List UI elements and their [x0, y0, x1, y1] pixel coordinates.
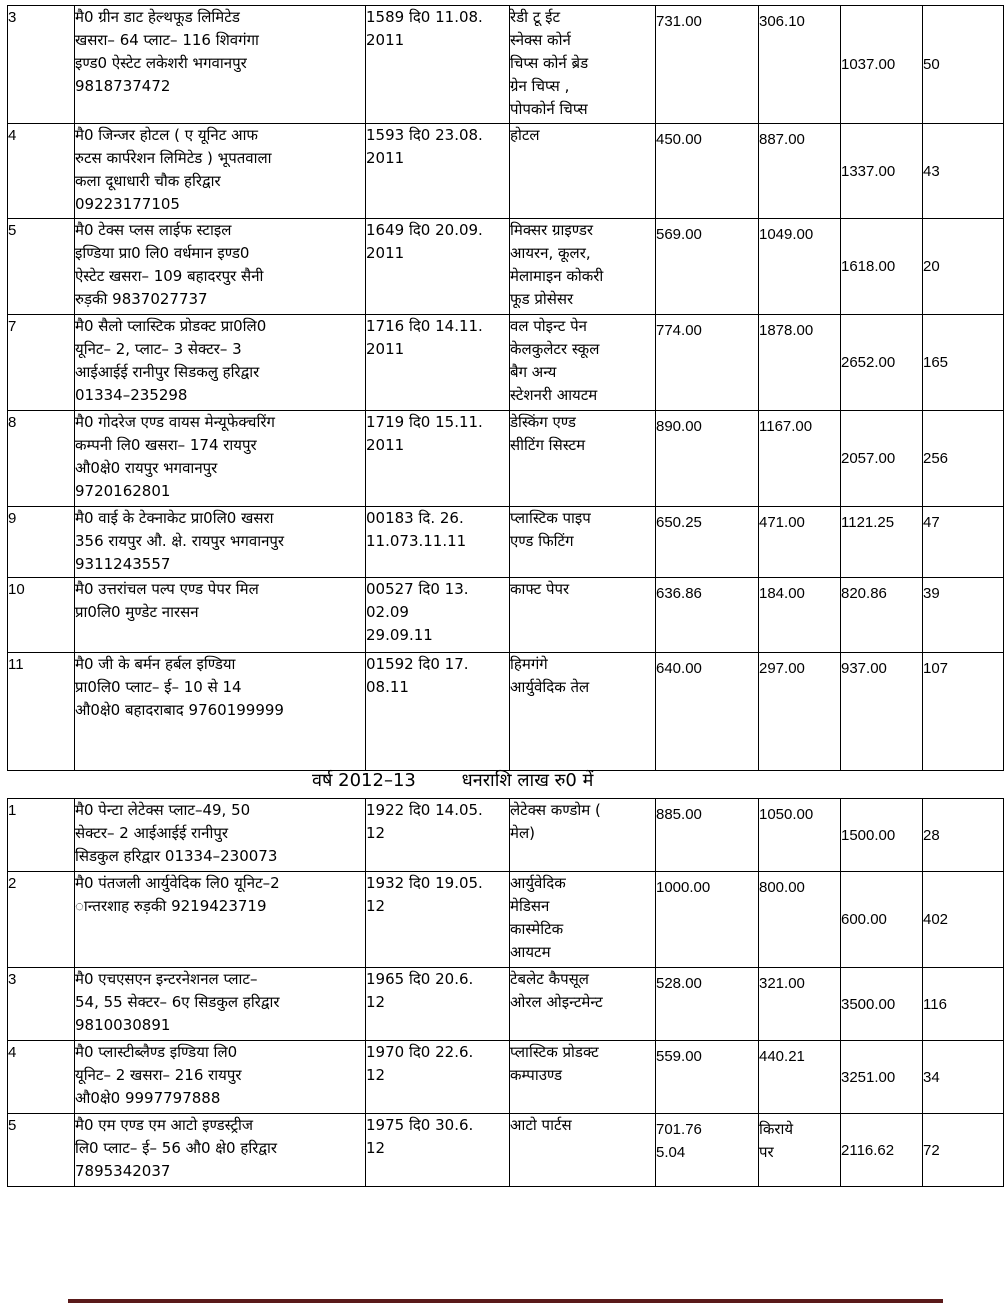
registration-line: 1593 दि0 23.08.	[366, 126, 483, 144]
table-row	[8, 219, 1004, 315]
registration-line: 1965 दि0 20.6.	[366, 970, 474, 988]
year-label: वर्ष 2012–13	[312, 770, 416, 791]
machinery-value: 471.00	[759, 514, 805, 531]
table-row	[8, 872, 1004, 968]
employment-cell: 107	[923, 653, 1004, 771]
total-cell: 3251.00	[841, 1041, 923, 1114]
machinery-value: 1878.00	[759, 322, 814, 339]
registration-cell	[366, 507, 510, 578]
company-cell	[75, 411, 366, 507]
company-line: मै0 उत्तरांचल पल्प एण्ड पेपर मिल	[75, 580, 259, 598]
machinery-value: 297.00	[759, 660, 805, 677]
serial-number-cell: 1	[8, 799, 75, 872]
registration-line: 1589 दि0 11.08.	[366, 8, 483, 26]
table-row	[8, 411, 1004, 507]
company-line: मै0 जिन्जर होटल ( ए यूनिट आफ	[75, 126, 258, 144]
company-line: यूनिट– 2 खसरा– 216 रायपुर	[75, 1066, 242, 1084]
registration-line: 00183 दि. 26.	[366, 509, 464, 527]
table-row	[8, 1114, 1004, 1187]
company-cell	[75, 799, 366, 872]
company-line: लि0 प्लाट– ई– 56 औ0 क्षे0 हरिद्वार	[75, 1139, 277, 1157]
registration-cell	[366, 124, 510, 219]
total-cell: 820.86	[841, 578, 923, 653]
machinery-value: 306.10	[759, 13, 805, 30]
company-line: सिडकुल हरिद्वार 01334–230073	[75, 847, 278, 865]
product-line: फूड प्रोसेसर	[510, 290, 574, 308]
company-line: औ0क्षे0 रायपुर भगवानपुर	[75, 459, 218, 477]
product-line: मेल)	[510, 824, 535, 842]
industries-table-2011-12	[7, 5, 1004, 771]
product-line: वल पोइन्ट पेन	[510, 317, 587, 335]
employment-cell: 47	[923, 507, 1004, 578]
machinery-value: 184.00	[759, 585, 805, 602]
machinery-cell	[759, 872, 841, 968]
investment-cell	[656, 653, 759, 771]
company-cell	[75, 968, 366, 1041]
investment-value: 890.00	[656, 418, 702, 435]
investment-value: 636.86	[656, 585, 702, 602]
registration-cell	[366, 799, 510, 872]
registration-line: 02.09	[366, 603, 409, 621]
investment-value: 528.00	[656, 975, 702, 992]
serial-number-cell: 3	[8, 968, 75, 1041]
registration-line: 2011	[366, 31, 405, 49]
product-line: बैग अन्य	[510, 363, 557, 381]
investment-cell	[656, 315, 759, 411]
product-cell	[510, 872, 656, 968]
registration-cell	[366, 315, 510, 411]
total-cell: 1500.00	[841, 799, 923, 872]
registration-line: 2011	[366, 436, 405, 454]
machinery-cell	[759, 968, 841, 1041]
company-line: खसरा– 64 प्लाट– 116 शिवगंगा	[75, 31, 259, 49]
company-cell	[75, 872, 366, 968]
investment-value: 640.00	[656, 660, 702, 677]
registration-cell	[366, 411, 510, 507]
registration-line: 29.09.11	[366, 626, 433, 644]
registration-line: 12	[366, 897, 386, 915]
serial-number-cell: 5	[8, 219, 75, 315]
product-cell	[510, 578, 656, 653]
product-line: ग्रेन चिप्स ,	[510, 77, 570, 95]
company-line: औ0क्षे0 9997797888	[75, 1089, 221, 1107]
employment-cell: 165	[923, 315, 1004, 411]
product-line: केलकुलेटर स्कूल	[510, 340, 600, 358]
investment-cell	[656, 578, 759, 653]
company-line: 9311243557	[75, 555, 171, 573]
registration-cell	[366, 1041, 510, 1114]
product-line: प्लास्टिक प्रोडक्ट	[510, 1043, 599, 1061]
product-line: चिप्स कोर्न ब्रेड	[510, 54, 589, 72]
investment-cell	[656, 219, 759, 315]
registration-cell	[366, 872, 510, 968]
serial-number-cell: 9	[8, 507, 75, 578]
table-row	[8, 578, 1004, 653]
company-line: मै0 गोदरेज एण्ड वायस मेन्यूफेक्चरिंग	[75, 413, 275, 431]
product-line: स्नेक्स कोर्न	[510, 31, 571, 49]
company-line: 01334–235298	[75, 386, 188, 404]
total-cell: 600.00	[841, 872, 923, 968]
machinery-cell	[759, 1041, 841, 1114]
investment-cell	[656, 799, 759, 872]
company-line: आईआईई रानीपुर सिडकलु हरिद्वार	[75, 363, 260, 381]
product-cell	[510, 968, 656, 1041]
product-line: पोपकोर्न चिप्स	[510, 100, 588, 118]
company-line: रुटस कार्परेशन लिमिटेड ) भूपतवाला	[75, 149, 272, 167]
investment-value: 885.00	[656, 806, 702, 823]
investment-value: 774.00	[656, 322, 702, 339]
product-line: आर्युवेदिक तेल	[510, 678, 590, 696]
investment-cell	[656, 507, 759, 578]
company-line: 9720162801	[75, 482, 171, 500]
serial-number-cell: 4	[8, 1041, 75, 1114]
registration-line: 12	[366, 993, 386, 1011]
table-row	[8, 6, 1004, 124]
investment-cell	[656, 124, 759, 219]
registration-cell	[366, 653, 510, 771]
product-line: आटो पार्टस	[510, 1116, 572, 1134]
serial-number-cell: 10	[8, 578, 75, 653]
company-line: सेक्टर– 2 आईआईई रानीपुर	[75, 824, 228, 842]
employment-cell: 43	[923, 124, 1004, 219]
product-line: डेस्किंग एण्ड	[510, 413, 576, 431]
employment-cell: 116	[923, 968, 1004, 1041]
registration-line: 01592 दि0 17.	[366, 655, 469, 673]
investment-value: 5.04	[656, 1144, 686, 1161]
product-line: मेलामाइन कोकरी	[510, 267, 604, 285]
registration-line: 11.073.11.11	[366, 532, 467, 550]
table-row	[8, 124, 1004, 219]
table-row	[8, 507, 1004, 578]
company-line: प्रा0लि0 प्लाट– ई– 10 से 14	[75, 678, 242, 696]
investment-cell	[656, 411, 759, 507]
investment-value: 450.00	[656, 131, 702, 148]
company-line: औ0क्षे0 बहादराबाद 9760199999	[75, 701, 284, 719]
product-line: हिमगंगे	[510, 655, 548, 673]
employment-cell: 28	[923, 799, 1004, 872]
investment-value: 731.00	[656, 13, 702, 30]
table-row	[8, 653, 1004, 771]
company-cell	[75, 6, 366, 124]
product-cell	[510, 507, 656, 578]
table-row	[8, 1041, 1004, 1114]
investment-cell	[656, 872, 759, 968]
investment-value: 569.00	[656, 226, 702, 243]
machinery-cell	[759, 507, 841, 578]
product-cell	[510, 219, 656, 315]
company-line: कला दूधाधारी चौक हरिद्वार	[75, 172, 221, 190]
registration-line: 2011	[366, 244, 405, 262]
company-line: मै0 एम एण्ड एम आटो इण्डस्ट्रीज	[75, 1116, 254, 1134]
registration-line: 1970 दि0 22.6.	[366, 1043, 474, 1061]
machinery-cell	[759, 6, 841, 124]
product-line: रेडी टू ईट	[510, 8, 561, 26]
investment-cell	[656, 1041, 759, 1114]
total-cell: 1618.00	[841, 219, 923, 315]
company-cell	[75, 315, 366, 411]
total-cell: 937.00	[841, 653, 923, 771]
company-line: मै0 पेन्टा लेटेक्स प्लाट–49, 50	[75, 801, 251, 819]
table-row	[8, 968, 1004, 1041]
registration-line: 1922 दि0 14.05.	[366, 801, 483, 819]
company-line: 7895342037	[75, 1162, 171, 1180]
product-line: कास्मेटिक	[510, 920, 564, 938]
product-line: स्टेशनरी आयटम	[510, 386, 598, 404]
machinery-value: 321.00	[759, 975, 805, 992]
product-line: कम्पाउण्ड	[510, 1066, 563, 1084]
registration-line: 12	[366, 824, 386, 842]
company-line: मै0 जी के बर्मन हर्बल इण्डिया	[75, 655, 236, 673]
employment-cell: 34	[923, 1041, 1004, 1114]
product-cell	[510, 653, 656, 771]
machinery-cell	[759, 315, 841, 411]
product-line: मिक्सर ग्राइण्डर	[510, 221, 593, 239]
product-line: टेबलेट कैपसूल	[510, 970, 589, 988]
machinery-cell	[759, 124, 841, 219]
machinery-cell	[759, 653, 841, 771]
employment-cell: 20	[923, 219, 1004, 315]
company-line: 09223177105	[75, 195, 180, 213]
serial-number-cell: 11	[8, 653, 75, 771]
machinery-cell	[759, 799, 841, 872]
industries-table-2012-13	[7, 798, 1004, 1187]
company-line: कम्पनी लि0 खसरा– 174 रायपुर	[75, 436, 257, 454]
table-row	[8, 799, 1004, 872]
product-line: एण्ड फिटिंग	[510, 532, 574, 550]
product-line: सीटिंग सिस्टम	[510, 436, 586, 454]
total-cell: 1037.00	[841, 6, 923, 124]
registration-line: 00527 दि0 13.	[366, 580, 469, 598]
company-line: मै0 प्लास्टीब्लैण्ड इण्डिया लि0	[75, 1043, 238, 1061]
company-line: 54, 55 सेक्टर– 6ए सिडकुल हरिद्वार	[75, 993, 280, 1011]
total-cell: 2057.00	[841, 411, 923, 507]
investment-value: 650.25	[656, 514, 702, 531]
registration-line: 1975 दि0 30.6.	[366, 1116, 474, 1134]
registration-cell	[366, 968, 510, 1041]
company-line: मै0 पंतजली आर्युवेदिक लि0 यूनिट–2	[75, 874, 280, 892]
machinery-value: 1050.00	[759, 806, 814, 823]
total-cell: 1121.25	[841, 507, 923, 578]
company-cell	[75, 219, 366, 315]
total-cell: 1337.00	[841, 124, 923, 219]
registration-cell	[366, 578, 510, 653]
product-line: प्लास्टिक पाइप	[510, 509, 591, 527]
company-cell	[75, 124, 366, 219]
footer-rule	[68, 1299, 943, 1303]
investment-cell	[656, 6, 759, 124]
registration-line: 1719 दि0 15.11.	[366, 413, 483, 431]
product-line: ओरल ओइन्टमेन्ट	[510, 993, 603, 1011]
company-line: इण्डिया प्रा0 लि0 वर्धमान इण्ड0	[75, 244, 250, 262]
product-cell	[510, 124, 656, 219]
registration-line: 12	[366, 1066, 386, 1084]
company-line: यूनिट– 2, प्लाट– 3 सेक्टर– 3	[75, 340, 242, 358]
registration-line: 2011	[366, 149, 405, 167]
machinery-cell	[759, 1114, 841, 1187]
registration-line: 1932 दि0 19.05.	[366, 874, 483, 892]
total-cell: 2652.00	[841, 315, 923, 411]
registration-line: 1716 दि0 14.11.	[366, 317, 483, 335]
company-line: प्रा0लि0 मुण्डेट नारसन	[75, 603, 199, 621]
machinery-value: 887.00	[759, 131, 805, 148]
total-cell: 3500.00	[841, 968, 923, 1041]
product-cell	[510, 411, 656, 507]
product-line: आर्युवेदिक	[510, 874, 566, 892]
registration-line: 1649 दि0 20.09.	[366, 221, 483, 239]
product-cell	[510, 1114, 656, 1187]
product-line: काफ्ट पेपर	[510, 580, 570, 598]
machinery-value: 1049.00	[759, 226, 814, 243]
serial-number-cell: 2	[8, 872, 75, 968]
registration-line: 2011	[366, 340, 405, 358]
company-line: इण्ड0 ऐस्टेट लकेशरी भगवानपुर	[75, 54, 247, 72]
registration-cell	[366, 1114, 510, 1187]
product-cell	[510, 6, 656, 124]
product-cell	[510, 799, 656, 872]
total-cell: 2116.62	[841, 1114, 923, 1187]
employment-cell: 72	[923, 1114, 1004, 1187]
company-cell	[75, 653, 366, 771]
machinery-cell	[759, 578, 841, 653]
company-line: 9810030891	[75, 1016, 171, 1034]
registration-cell	[366, 219, 510, 315]
product-line: मेडिसन	[510, 897, 550, 915]
company-line: 9818737472	[75, 77, 171, 95]
machinery-value: 800.00	[759, 879, 805, 896]
employment-cell: 50	[923, 6, 1004, 124]
investment-value: 559.00	[656, 1048, 702, 1065]
product-line: होटल	[510, 126, 540, 144]
product-line: आयरन, कूलर,	[510, 244, 591, 262]
company-line: मै0 टेक्स प्लस लाईफ स्टाइल	[75, 221, 232, 239]
table-row	[8, 315, 1004, 411]
investment-value: 1000.00	[656, 879, 711, 896]
company-line: मै0 ग्रीन डाट हेल्थफूड लिमिटेड	[75, 8, 240, 26]
product-cell	[510, 1041, 656, 1114]
company-line: मै0 सैलो प्लास्टिक प्रोडक्ट प्रा0लि0	[75, 317, 267, 335]
employment-cell: 402	[923, 872, 1004, 968]
company-line: ऐस्टेट खसरा– 109 बहादरपुर सैनी	[75, 267, 264, 285]
registration-line: 12	[366, 1139, 386, 1157]
investment-value: 701.76	[656, 1121, 702, 1138]
employment-cell: 39	[923, 578, 1004, 653]
company-line: ान्तरशाह रुड़की 9219423719	[75, 897, 267, 915]
company-line: मै0 एचएसएन इन्टरनेशनल प्लाट–	[75, 970, 258, 988]
registration-cell	[366, 6, 510, 124]
registration-line: 08.11	[366, 678, 409, 696]
machinery-value: 1167.00	[759, 418, 813, 435]
product-cell	[510, 315, 656, 411]
machinery-value: पर	[759, 1144, 774, 1161]
investment-cell	[656, 968, 759, 1041]
company-cell	[75, 1041, 366, 1114]
machinery-value: 440.21	[759, 1048, 805, 1065]
amount-unit-label: धनराशि लाख रु0 में	[461, 770, 594, 791]
company-cell	[75, 507, 366, 578]
company-line: 356 रायपुर औ. क्षे. रायपुर भगवानपुर	[75, 532, 285, 550]
machinery-value: किराये	[759, 1121, 794, 1138]
company-cell	[75, 1114, 366, 1187]
serial-number-cell: 4	[8, 124, 75, 219]
machinery-cell	[759, 219, 841, 315]
product-line: लेटेक्स कण्डोम (	[510, 801, 601, 819]
employment-cell: 256	[923, 411, 1004, 507]
company-cell	[75, 578, 366, 653]
investment-cell	[656, 1114, 759, 1187]
company-line: रुड़की 9837027737	[75, 290, 208, 308]
section-heading	[312, 768, 593, 792]
serial-number-cell: 5	[8, 1114, 75, 1187]
serial-number-cell: 8	[8, 411, 75, 507]
product-line: आयटम	[510, 943, 551, 961]
company-line: मै0 वाई के टेक्नाकेट प्रा0लि0 खसरा	[75, 509, 274, 527]
serial-number-cell: 7	[8, 315, 75, 411]
machinery-cell	[759, 411, 841, 507]
serial-number-cell: 3	[8, 6, 75, 124]
